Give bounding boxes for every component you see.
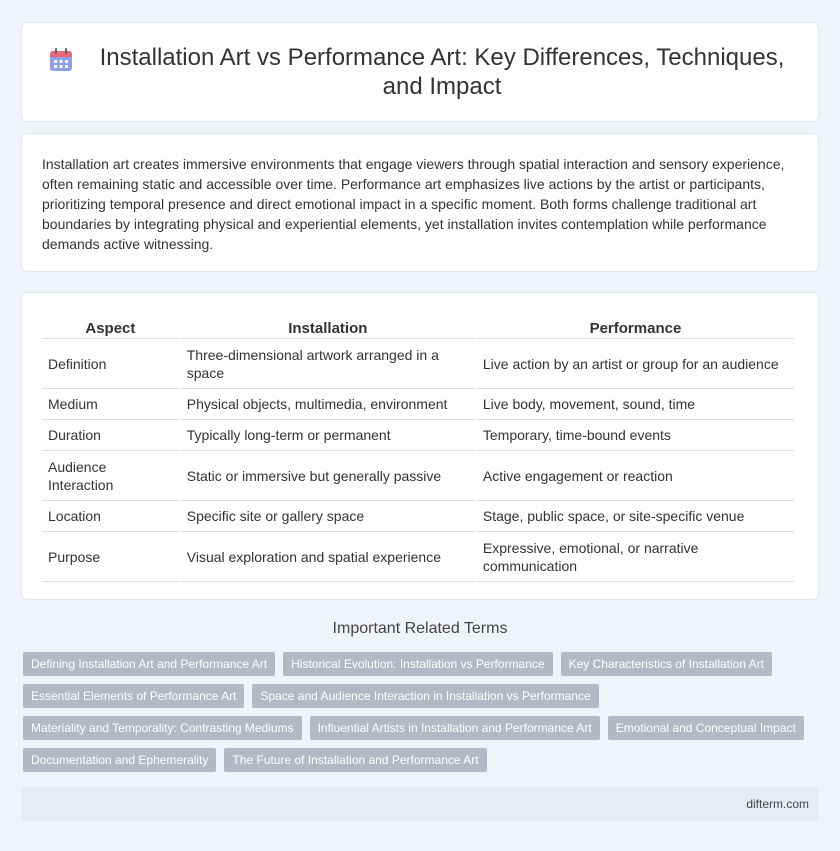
table-row [42, 532, 794, 582]
table-row [42, 451, 794, 501]
header [48, 43, 792, 101]
table-row [42, 389, 794, 420]
table-cell-performance: Live body, movement, sound, time [477, 389, 794, 420]
table-row [42, 420, 794, 451]
footer [21, 787, 819, 821]
calendar-icon [48, 47, 74, 73]
related-terms-tags [23, 652, 823, 780]
related-term-tag[interactable]: Influential Artists in Installation and Performance Art [310, 716, 600, 740]
table-cell-installation: Specific site or gallery space [181, 501, 475, 532]
tag-row [23, 652, 823, 676]
related-term-tag[interactable]: Key Characteristics of Installation Art [561, 652, 772, 676]
table-cell-performance: Expressive, emotional, or narrative communication [477, 532, 794, 582]
column-header-performance: Performance [477, 313, 794, 339]
related-term-tag[interactable]: Essential Elements of Performance Art [23, 684, 244, 708]
header-card [21, 22, 819, 122]
tag-row [23, 748, 823, 772]
related-terms-title: Important Related Terms [332, 620, 508, 637]
column-header-installation: Installation [181, 313, 475, 339]
table-cell-aspect: Audience Interaction [42, 451, 179, 501]
intro-paragraph: Installation art creates immersive environments that engage viewers through spatial interaction and sensory experience, often remaining static and accessible over time. Performance art emphasizes live actions by the artist or participants, prioritizing temporal presence and direct emotional impact in a specific moment. Both forms challenge traditional art boundaries by integrating physical and experiential elements, yet installation invites contemplation while performance demands active witnessing. [42, 156, 785, 252]
intro-card [21, 133, 819, 272]
comparison-table [40, 313, 796, 582]
related-term-tag[interactable]: Defining Installation Art and Performance Art [23, 652, 275, 676]
comparison-card [21, 292, 819, 600]
tag-row [23, 684, 823, 708]
table-cell-performance: Temporary, time-bound events [477, 420, 794, 451]
table-cell-installation: Three-dimensional artwork arranged in a space [181, 339, 475, 389]
related-term-tag[interactable]: Historical Evolution: Installation vs Performance [283, 652, 552, 676]
table-cell-performance: Stage, public space, or site-specific venue [477, 501, 794, 532]
related-term-tag[interactable]: Materiality and Temporality: Contrasting Mediums [23, 716, 302, 740]
table-cell-aspect: Definition [42, 339, 179, 389]
table-cell-performance: Active engagement or reaction [477, 451, 794, 501]
table-cell-installation: Physical objects, multimedia, environment [181, 389, 475, 420]
page-title: Installation Art vs Performance Art: Key Differences, Techniques, and Impact [99, 44, 785, 100]
table-cell-aspect: Medium [42, 389, 179, 420]
table-row [42, 501, 794, 532]
table-header-row [42, 313, 794, 339]
column-header-aspect: Aspect [42, 313, 179, 339]
tag-row [23, 716, 823, 740]
table-cell-installation: Visual exploration and spatial experience [181, 532, 475, 582]
related-term-tag[interactable]: Emotional and Conceptual Impact [608, 716, 804, 740]
related-term-tag[interactable]: The Future of Installation and Performance Art [224, 748, 486, 772]
table-cell-aspect: Location [42, 501, 179, 532]
table-row [42, 339, 794, 389]
table-cell-aspect: Duration [42, 420, 179, 451]
related-term-tag[interactable]: Documentation and Ephemerality [23, 748, 216, 772]
footer-site-link[interactable]: difterm.com [746, 797, 809, 811]
related-term-tag[interactable]: Space and Audience Interaction in Installation vs Performance [252, 684, 598, 708]
table-cell-aspect: Purpose [42, 532, 179, 582]
table-cell-installation: Static or immersive but generally passive [181, 451, 475, 501]
table-cell-installation: Typically long-term or permanent [181, 420, 475, 451]
table-cell-performance: Live action by an artist or group for an audience [477, 339, 794, 389]
